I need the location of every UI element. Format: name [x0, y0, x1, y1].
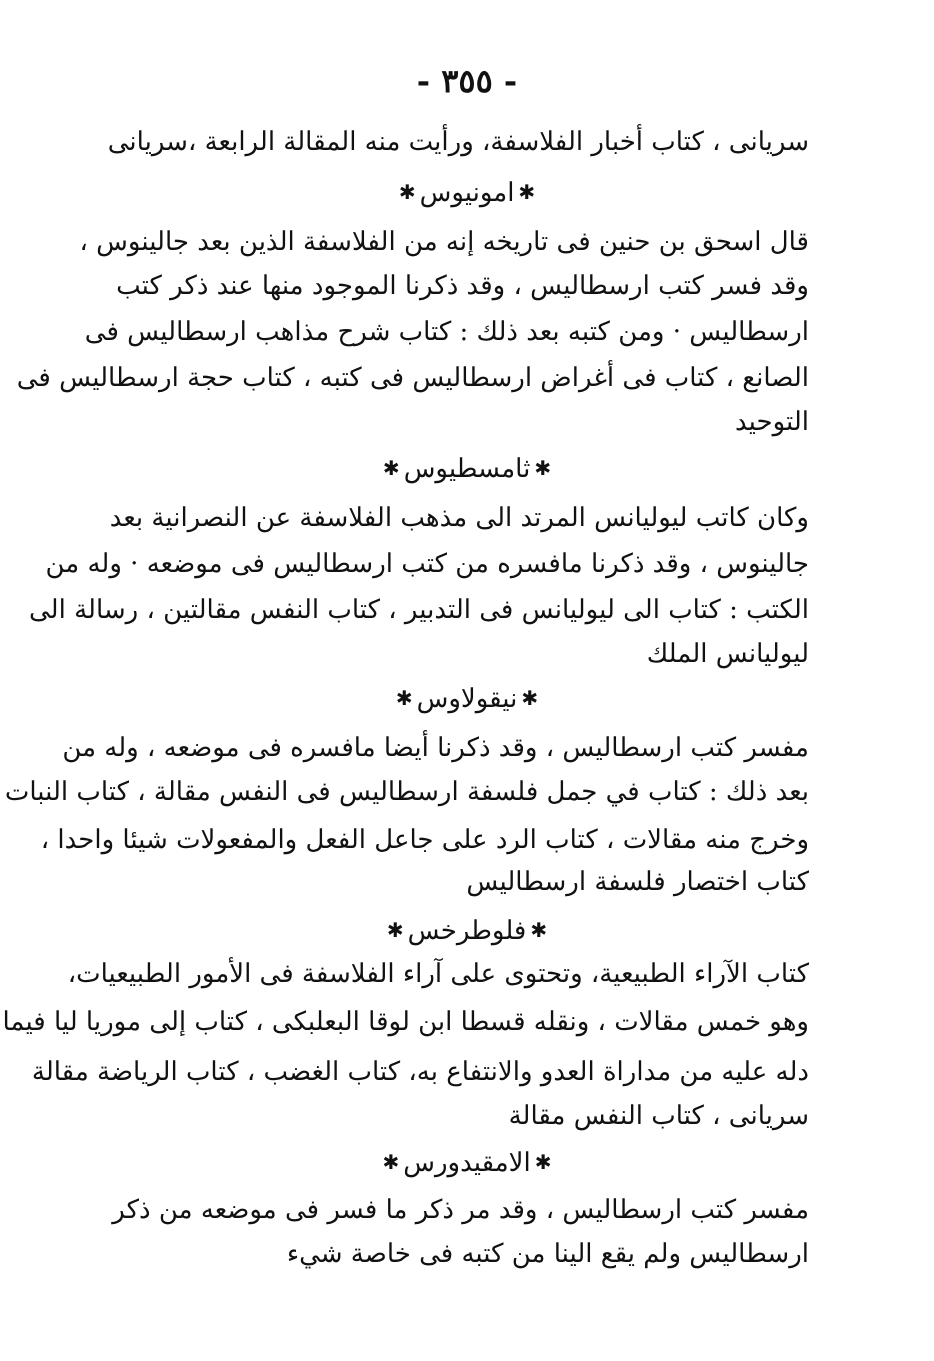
text-line: التوحيد	[735, 407, 809, 437]
text-line: وهو خمس مقالات ، ونقله قسطا ابن لوقا البعلبكى ، كتاب إلى موريا ليا فيما	[2, 1007, 809, 1037]
ornament-icon: ✱	[395, 686, 413, 710]
text-line: كتاب الآراء الطبيعية، وتحتوى على آراء الفلاسفة فى الأمور الطبيعيات،	[67, 959, 809, 989]
section-heading	[0, 1142, 934, 1183]
heading-title: الامقيدورس	[403, 1148, 531, 1178]
text-line: كتاب اختصار فلسفة ارسطاليس	[466, 867, 809, 897]
text-line: الصانع ، كتاب فى أغراض ارسطاليس فى كتبه ، كتاب حجة ارسطاليس فى	[16, 363, 809, 393]
section-heading	[0, 448, 934, 489]
ornament-icon: ✱	[530, 918, 548, 942]
ornament-icon: ✱	[382, 456, 400, 480]
heading-title: ثامسطيوس	[403, 454, 531, 484]
text-line: ليوليانس الملك	[646, 639, 809, 669]
text-line: وقد فسر كتب ارسطاليس ، وقد ذكرنا الموجود منها عند ذكر كتب	[116, 271, 809, 301]
text-line: وخرج منه مقالات ، كتاب الرد على جاعل الفعل والمفعولات شيئا واحدا ،	[40, 825, 809, 855]
text-line: مفسر كتب ارسطاليس ، وقد مر ذكر ما فسر فى موضعه من ذكر	[112, 1195, 809, 1225]
heading-title: امونيوس	[419, 178, 515, 208]
text-line: قال اسحق بن حنين فى تاريخه إنه من الفلاسفة الذين بعد جالينوس ،	[79, 227, 809, 257]
ornament-icon: ✱	[382, 1150, 400, 1174]
text-line: سريانى ، كتاب أخبار الفلاسفة، ورأيت منه المقالة الرابعة ،سريانى	[107, 127, 809, 157]
text-line: الكتب : كتاب الى ليوليانس فى التدبير ، كتاب النفس مقالتين ، رسالة الى	[29, 595, 809, 625]
text-line: ارسطاليس ولم يقع الينا من كتبه فى خاصة شيء	[286, 1239, 809, 1269]
ornament-icon: ✱	[398, 180, 416, 204]
text-line: وكان كاتب ليوليانس المرتد الى مذهب الفلاسفة عن النصرانية بعد	[109, 503, 809, 533]
text-line: بعد ذلك : كتاب في جمل فلسفة ارسطاليس فى النفس مقالة ، كتاب النبات	[4, 777, 809, 807]
heading-title: فلوطرخس	[407, 916, 527, 946]
text-line: جالينوس ، وقد ذكرنا مافسره من كتب ارسطاليس فى موضعه · وله من	[45, 549, 809, 579]
ornament-icon: ✱	[518, 180, 536, 204]
ornament-icon: ✱	[534, 1150, 552, 1174]
section-heading	[0, 910, 934, 951]
ornament-icon: ✱	[534, 456, 552, 480]
page-number: - ٣٥٥ -	[416, 62, 518, 100]
text-line: دله عليه من مداراة العدو والانتفاع به، كتاب الغضب ، كتاب الرياضة مقالة	[31, 1057, 809, 1087]
text-line: سريانى ، كتاب النفس مقالة	[508, 1101, 809, 1131]
section-heading	[0, 172, 934, 213]
ornament-icon: ✱	[521, 686, 539, 710]
ornament-icon: ✱	[386, 918, 404, 942]
section-heading	[0, 678, 934, 719]
text-line: مفسر كتب ارسطاليس ، وقد ذكرنا أيضا مافسره فى موضعه ، وله من	[62, 733, 809, 763]
heading-title: نيقولاوس	[416, 684, 518, 714]
text-line: ارسطاليس · ومن كتبه بعد ذلك : كتاب شرح مذاهب ارسطاليس فى	[84, 317, 809, 347]
